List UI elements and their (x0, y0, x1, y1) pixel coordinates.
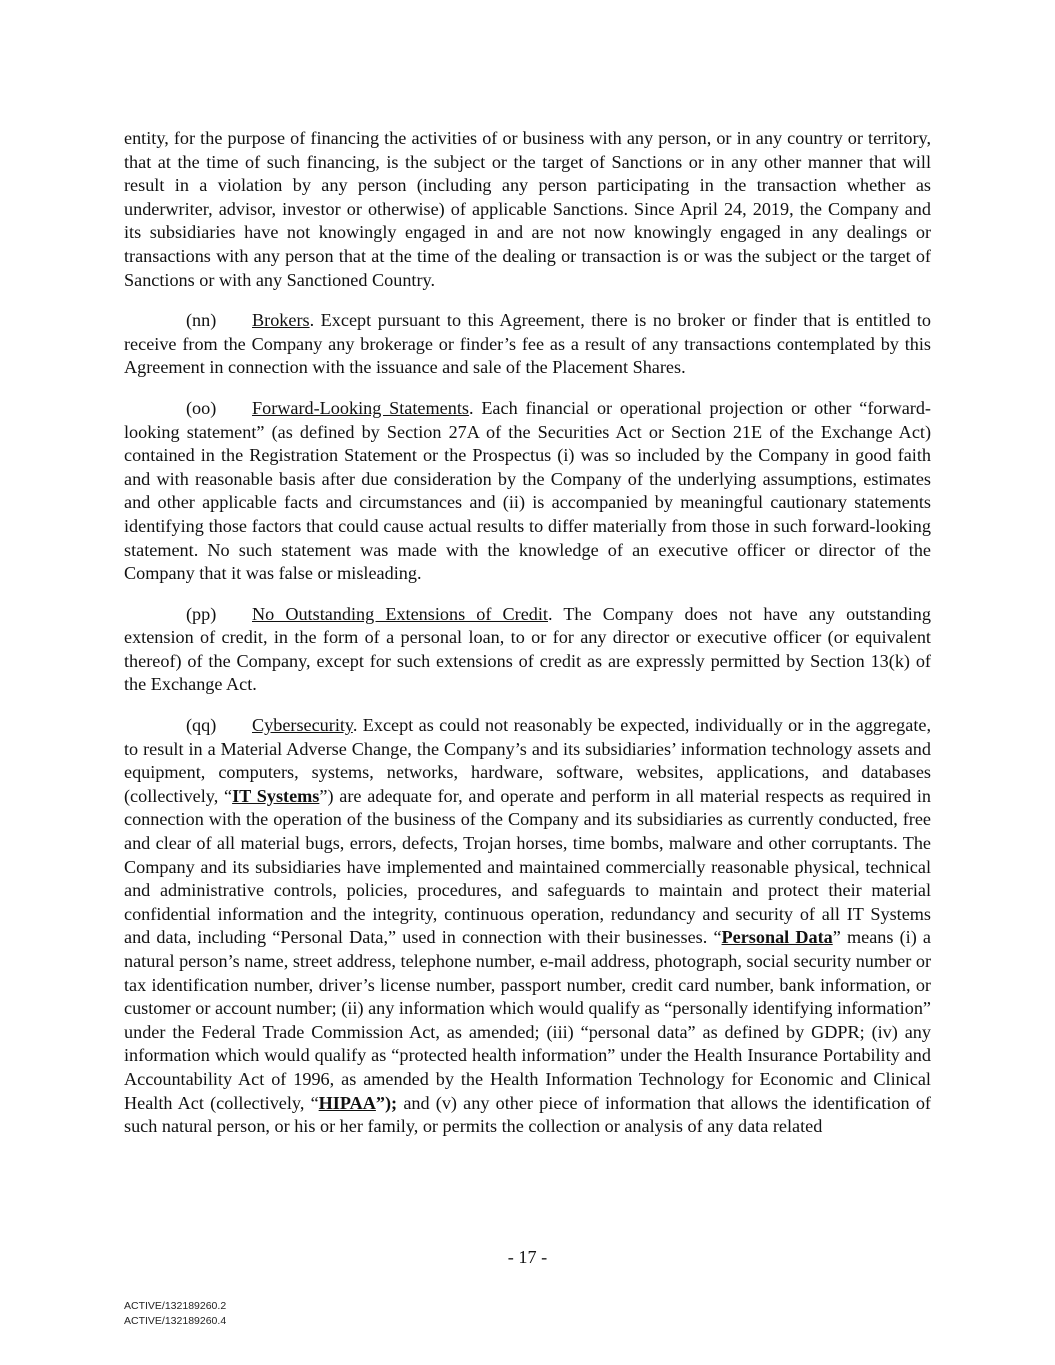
section-text: and (v) any other piece of information that allows the identification of such natural person, or his or her family, or permits the collection or analysis of any data related (124, 1092, 931, 1137)
section-text: . The Company does not have any outstanding extension of credit, in the form of a personal loan, to or for any director or executive officer (or equivalent thereof) of the Company, except for such extensions of credit as are expressly permitted by Section 13(k) of the Exchange Act. (124, 603, 931, 695)
section-number: (nn) (186, 310, 217, 331)
document-id: ACTIVE/132189260.4 (124, 1314, 227, 1327)
section-heading: Forward-Looking Statements (252, 397, 469, 418)
defined-term-hipaa: HIPAA (318, 1092, 376, 1113)
section-heading: Cybersecurity (252, 715, 353, 736)
section-oo (124, 397, 931, 586)
section-text: ” means (i) a natural person’s name, street address, telephone number, e-mail address, photograph, social security number or tax identification number, driver’s license number, passport number, credit card number, bank information, or customer or account number; (ii) any information which would qualify as “personally identifying information” under the Federal Trade Commission Act, as amended; (iii) “personal data” as defined by GDPR; (iv) any information which would qualify as “protected health information” under the Health Insurance Portability and Accountability Act of 1996, as amended by the Health Information Technology for Economic and Clinical Health Act (collectively, “ (124, 927, 932, 1113)
section-heading: Brokers (252, 310, 310, 331)
paragraph-continuation (124, 127, 931, 292)
section-text: . Except as could not reasonably be expected, individually or in the aggregate, to result in a Material Adverse Change, the Company’s and its subsidiaries’ information technology assets and equipment, computers, systems, networks, hardware, software, websites, applications, and databases (collectively, “ (124, 715, 931, 806)
section-number: (qq) (186, 715, 217, 736)
section-nn (124, 309, 931, 380)
section-text: . Each financial or operational projection or other “forward-looking statement” (as defined by Section 27A of the Securities Act or Section 21E of the Exchange Act) contained in the Registration Statement or the Prospectus (i) was so included by the Company in good faith and with reasonable basis after due consideration by the Company of the underlying assumptions, estimates and other applicable facts and circumstances and (ii) is accompanied by meaningful cautionary statements identifying those factors that could cause actual results to differ materially from those in such forward-looking statement. No such statement was made with the knowledge of an executive officer or director of the Company that it was false or misleading. (124, 397, 931, 584)
section-number: (oo) (186, 397, 217, 418)
defined-term-hipaa-close: ”); (375, 1092, 398, 1113)
document-body (124, 127, 931, 1156)
section-number: (pp) (186, 603, 217, 624)
section-heading: No Outstanding Extensions of Credit (252, 603, 548, 624)
defined-term-it-systems: IT Systems (232, 785, 320, 806)
document-id: ACTIVE/132189260.2 (124, 1300, 227, 1312)
paragraph-text: entity, for the purpose of financing the activities of or business with any person, or in any country or territory, that at the time of such financing, is the subject or the target of Sanctions or in any other manner that will result in a violation by any person (including any person participating in the transaction whether as underwriter, advisor, investor or otherwise) of applicable Sanctions. Since April 24, 2019, the Company and its subsidiaries have not knowingly engaged in and are not now knowingly engaged in any dealings or transactions with any person that at the time of the dealing or transaction is or was the subject or the target of Sanctions or with any Sanctioned Country. (124, 128, 931, 290)
page-number: - 17 - (507, 1247, 548, 1267)
section-text: ”) are adequate for, and operate and perform in all material respects as required in connection with the operation of the business of the Company and its subsidiaries as currently conducted, free and clear of all material bugs, errors, defects, Trojan horses, time bombs, malware and other corruptants. The Company and its subsidiaries have implemented and maintained commercially reasonable physical, technical and administrative controls, policies, procedures, and safeguards to maintain and protect their material confidential information and the integrity, continuous operation, redundancy and security of all IT Systems and data, including “Personal Data,” used in connection with their businesses. “ (124, 785, 931, 948)
section-qq (124, 714, 931, 1139)
section-text: . Except pursuant to this Agreement, there is no broker or finder that is entitled to receive from the Company any brokerage or finder’s fee as a result of any transactions contemplated by this Agreement in connection with the issuance and sale of the Placement Shares. (124, 310, 931, 378)
defined-term-personal-data: Personal Data (721, 927, 833, 948)
document-id-footer (124, 1299, 226, 1328)
section-pp (124, 603, 931, 697)
